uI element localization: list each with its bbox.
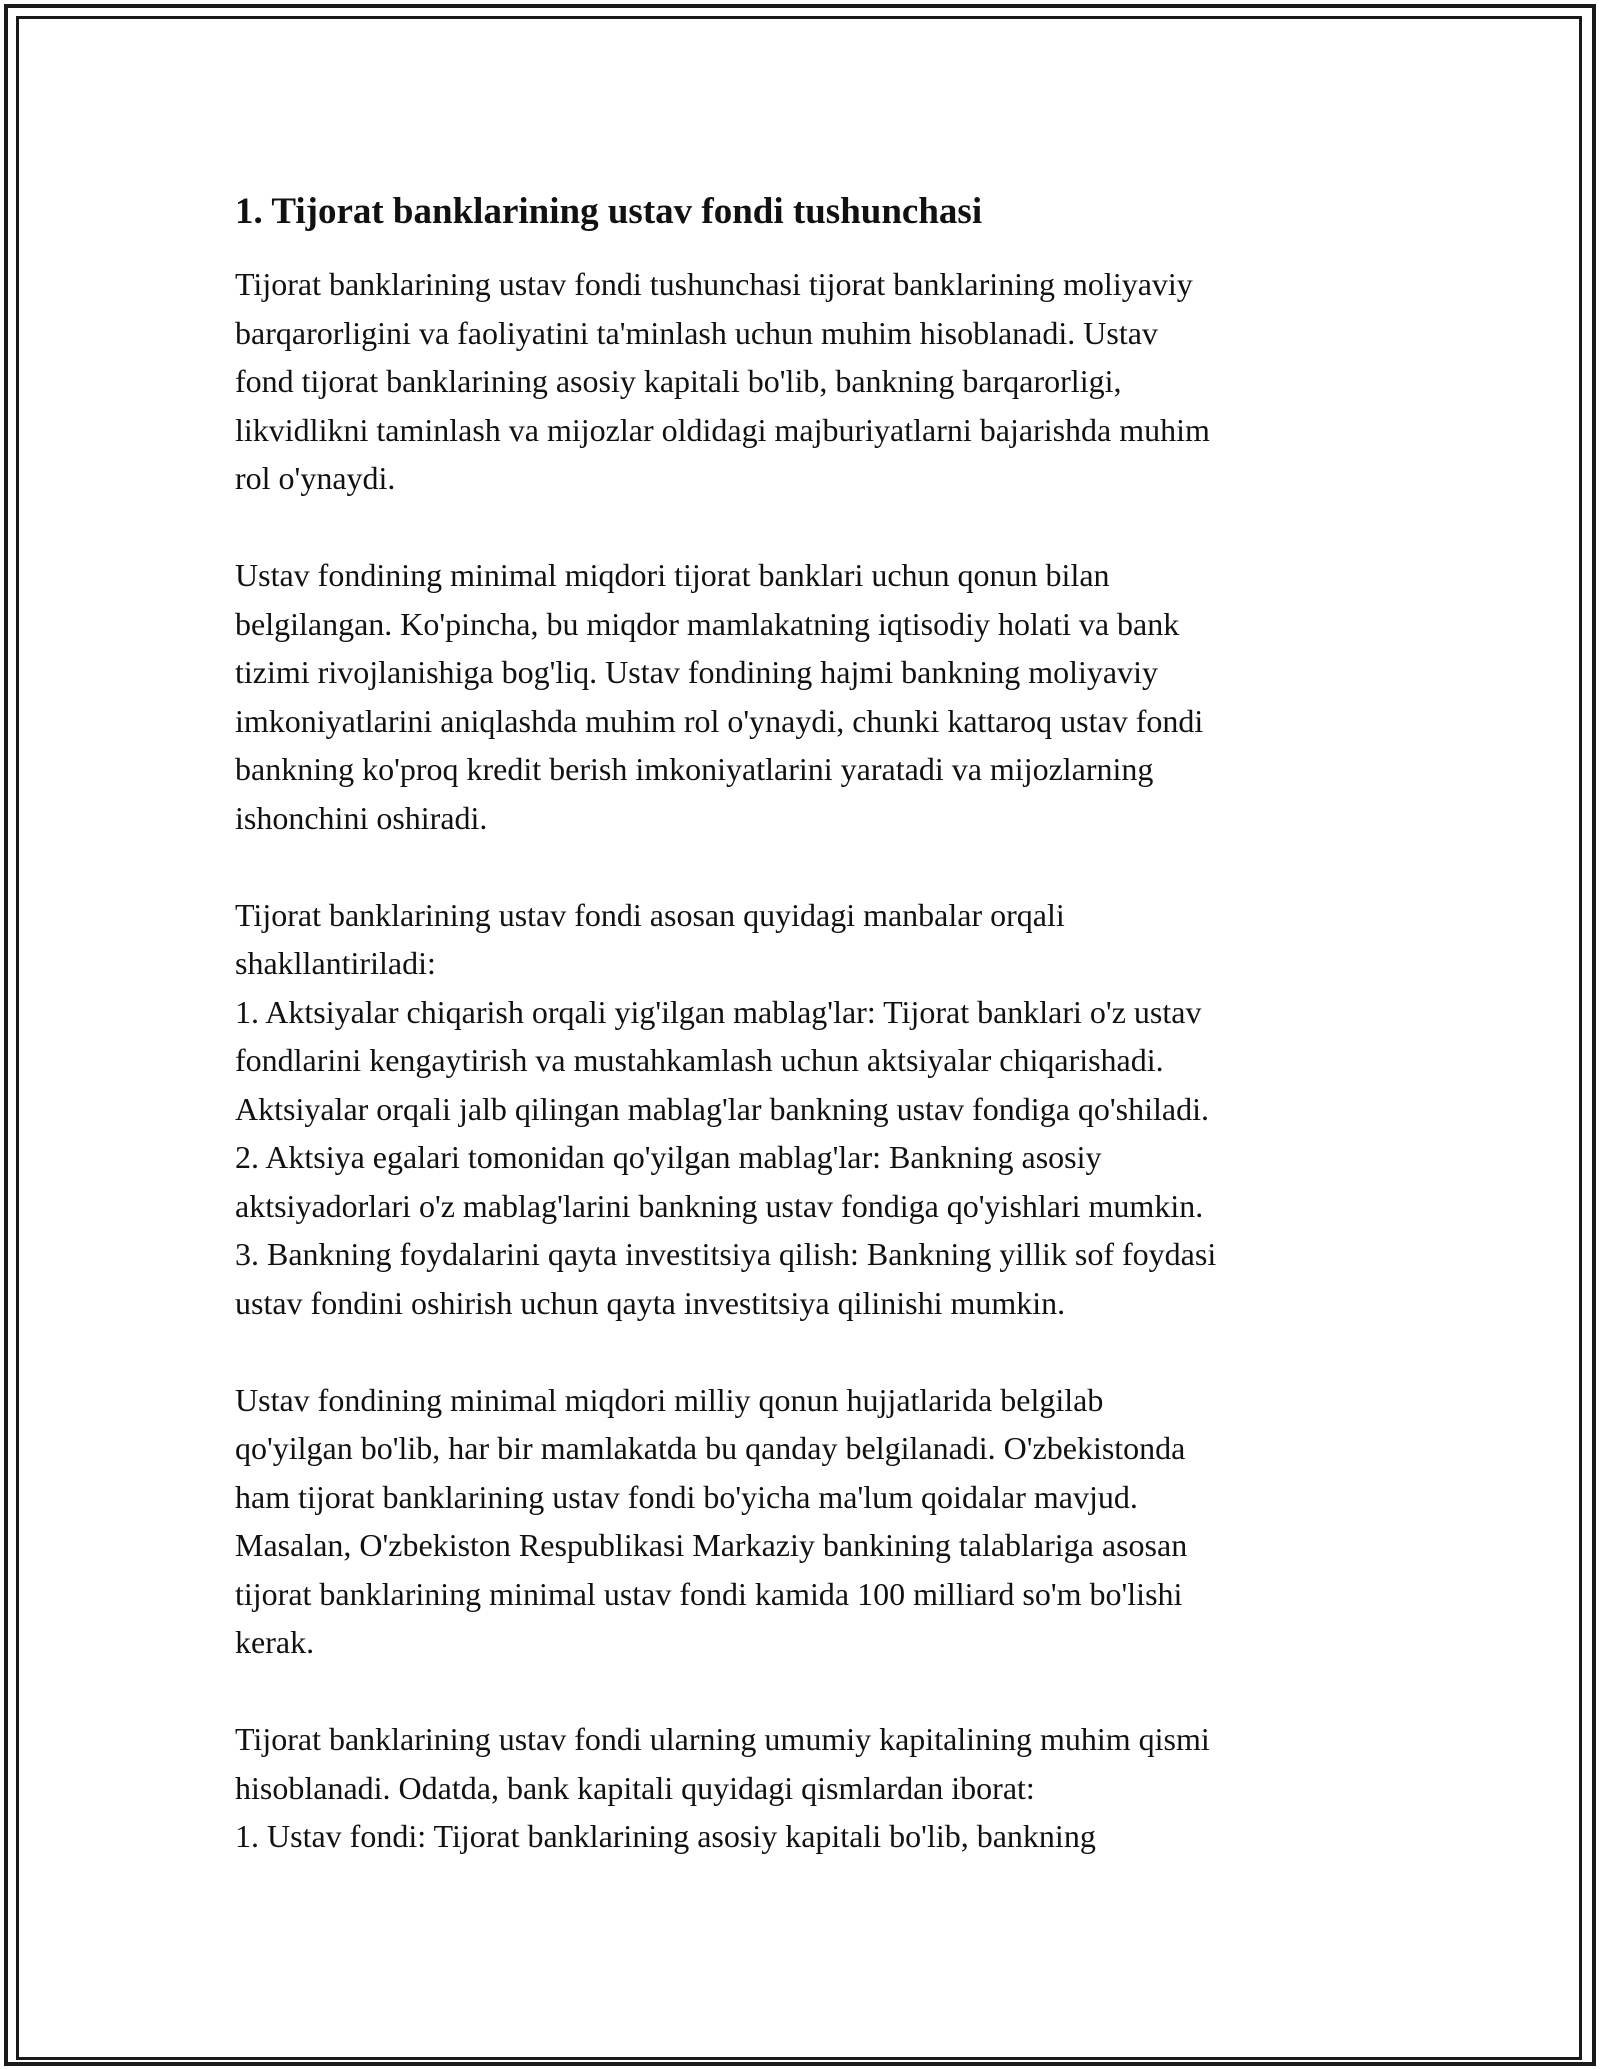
list-item-line: 3. Bankning foydalarini qayta investitsiya qilish: Bankning yillik sof foydasi xyxy=(235,1236,1217,1272)
text-line: tizimi rivojlanishiga bog'liq. Ustav fondining hajmi bankning moliyaviy xyxy=(235,654,1158,690)
paragraph-4 xyxy=(235,1376,1375,1667)
text-line: fondlarini kengaytirish va mustahkamlash uchun aktsiyalar chiqarishadi. xyxy=(235,1042,1164,1078)
text-line: Tijorat banklarining ustav fondi tushunchasi tijorat banklarining moliyaviy xyxy=(235,266,1193,302)
text-line: rol o'ynaydi. xyxy=(235,460,396,496)
text-line: belgilangan. Ko'pincha, bu miqdor mamlakatning iqtisodiy holati va bank xyxy=(235,605,1180,642)
list-item-line: 1. Aktsiyalar chiqarish orqali yig'ilgan mablag'lar: Tijorat banklari o'z ustav xyxy=(235,993,1202,1030)
text-line: qo'yilgan bo'lib, har bir mamlakatda bu qanday belgilanadi. O'zbekistonda xyxy=(235,1430,1186,1466)
list-item-line: 2. Aktsiya egalari tomonidan qo'yilgan mablag'lar: Bankning asosiy xyxy=(235,1139,1102,1175)
text-line: Tijorat banklarining ustav fondi asosan quyidagi manbalar orqali xyxy=(235,896,1065,933)
paragraph-2 xyxy=(235,551,1375,842)
text-line: hisoblanadi. Odatda, bank kapitali quyidagi qismlardan iborat: xyxy=(235,1769,1035,1806)
text-line: bankning ko'proq kredit berish imkoniyatlarini yaratadi va mijozlarning xyxy=(235,751,1154,787)
text-line: Aktsiyalar orqali jalb qilingan mablag'lar bankning ustav fondiga qo'shiladi. xyxy=(235,1090,1209,1127)
paragraph-1 xyxy=(235,260,1375,503)
text-line: Masalan, O'zbekiston Respublikasi Markaziy bankining talablariga asosan xyxy=(235,1527,1188,1563)
text-line: ustav fondini oshirish uchun qayta investitsiya qilinishi mumkin. xyxy=(235,1284,1066,1321)
text-line: kerak. xyxy=(235,1624,315,1660)
text-line: Ustav fondining minimal miqdori milliy qonun hujjatlarida belgilab xyxy=(235,1381,1104,1418)
list-item-line: 1. Ustav fondi: Tijorat banklarining asosiy kapitali bo'lib, bankning xyxy=(235,1818,1096,1854)
text-line: tijorat banklarining minimal ustav fondi kamida 100 milliard so'm bo'lishi xyxy=(235,1575,1183,1612)
text-line: shakllantiriladi: xyxy=(235,945,436,981)
section-heading: 1. Tijorat banklarining ustav fondi tushunchasi xyxy=(235,191,983,232)
document-body xyxy=(235,184,1375,1861)
text-line: Ustav fondining minimal miqdori tijorat banklari uchun qonun bilan xyxy=(235,557,1110,593)
text-line: imkoniyatlarini aniqlashda muhim rol o'ynaydi, chunki kattaroq ustav fondi xyxy=(235,702,1204,739)
paragraph-3 xyxy=(235,891,1375,1328)
text-line: likvidlikni taminlash va mijozlar oldidagi majburiyatlarni bajarishda muhim xyxy=(235,411,1210,448)
text-line: ham tijorat banklarining ustav fondi bo'yicha ma'lum qoidalar mavjud. xyxy=(235,1478,1138,1515)
text-line: fond tijorat banklarining asosiy kapitali bo'lib, bankning barqarorligi, xyxy=(235,363,1122,399)
text-line: ishonchini oshiradi. xyxy=(235,799,488,836)
text-line: Tijorat banklarining ustav fondi ularning umumiy kapitalining muhim qismi xyxy=(235,1721,1210,1757)
text-line: aktsiyadorlari o'z mablag'larini bankning ustav fondiga qo'yishlari mumkin. xyxy=(235,1187,1204,1224)
text-line: barqarorligini va faoliyatini ta'minlash uchun muhim hisoblanadi. Ustav xyxy=(235,314,1158,351)
paragraph-5 xyxy=(235,1715,1375,1861)
